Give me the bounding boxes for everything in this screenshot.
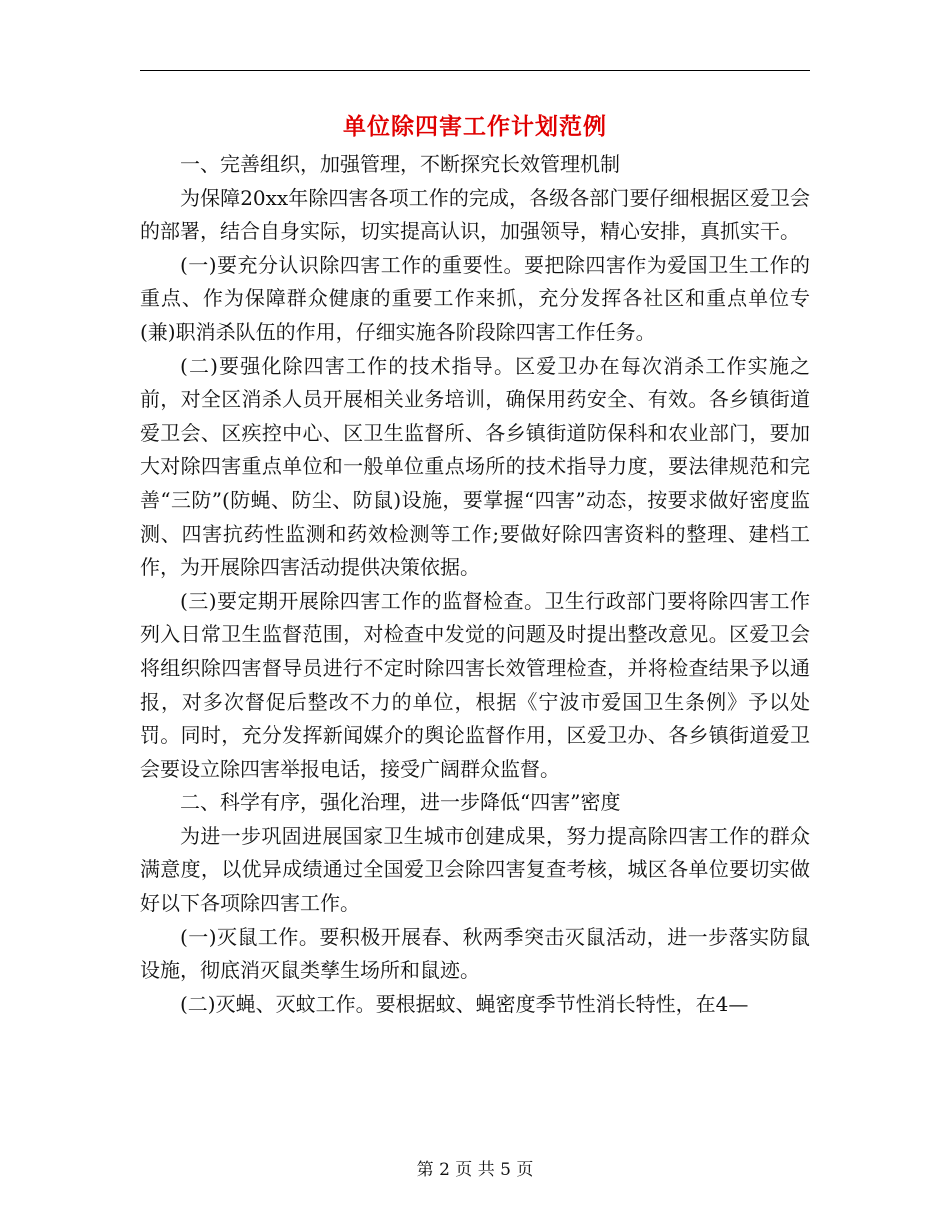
paragraph: (一)灭鼠工作。要积极开展春、秋两季突击灭鼠活动，进一步落实防鼠设施，彻底消灭鼠类孳生场所和鼠迹。 <box>140 924 810 983</box>
document-body <box>140 148 810 1021</box>
header-rule <box>140 70 810 71</box>
page-number-footer: 第 2 页 共 5 页 <box>416 1160 534 1180</box>
paragraph: 为保障20xx年除四害各项工作的完成，各级各部门要仔细根据区爱卫会的部署，结合自身实际，切实提高认识，加强领导，精心安排，真抓实干。 <box>140 185 810 244</box>
paragraph: (二)灭蝇、灭蚊工作。要根据蚊、蝇密度季节性消长特性，在4— <box>180 991 749 1016</box>
section-heading: 二、科学有序，强化治理，进一步降低“四害”密度 <box>180 790 621 815</box>
paragraph: (一)要充分认识除四害工作的重要性。要把除四害作为爱国卫生工作的重点、作为保障群众健康的重要工作来抓，充分发挥各社区和重点单位专(兼)职消杀队伍的作用，仔细实施各阶段除四害工作任务。 <box>140 252 810 344</box>
paragraph: (二)要强化除四害工作的技术指导。区爱卫办在每次消杀工作实施之前，对全区消杀人员开展相关业务培训，确保用药安全、有效。各乡镇街道爱卫会、区疾控中心、区卫生监督所、各乡镇街道防保科和农业部门，要加大对除四害重点单位和一般单位重点场所的技术指导力度，要法律规范和完善“三防”(防蝇、防尘、防鼠)设施，要掌握“四害”动态，按要求做好密度监测、四害抗药性监测和药效检测等工作;要做好除四害资料的整理、建档工作，为开展除四害活动提供决策依据。 <box>140 353 810 580</box>
document-title: 单位除四害工作计划范例 <box>343 113 607 140</box>
paragraph: 为进一步巩固进展国家卫生城市创建成果，努力提高除四害工作的群众满意度，以优异成绩通过全国爱卫会除四害复查考核，城区各单位要切实做好以下各项除四害工作。 <box>140 823 810 916</box>
section-heading: 一、完善组织，加强管理，不断探究长效管理机制 <box>180 152 620 176</box>
paragraph: (三)要定期开展除四害工作的监督检查。卫生行政部门要将除四害工作列入日常卫生监督范围，对检查中发觉的问题及时提出整改意见。区爱卫会将组织除四害督导员进行不定时除四害长效管理检查，并将检查结果予以通报，对多次督促后整改不力的单位，根据《宁波市爱国卫生条例》予以处罚。同时，充分发挥新闻媒介的舆论监督作用，区爱卫办、各乡镇街道爱卫会要设立除四害举报电话，接受广阔群众监督。 <box>140 588 810 781</box>
